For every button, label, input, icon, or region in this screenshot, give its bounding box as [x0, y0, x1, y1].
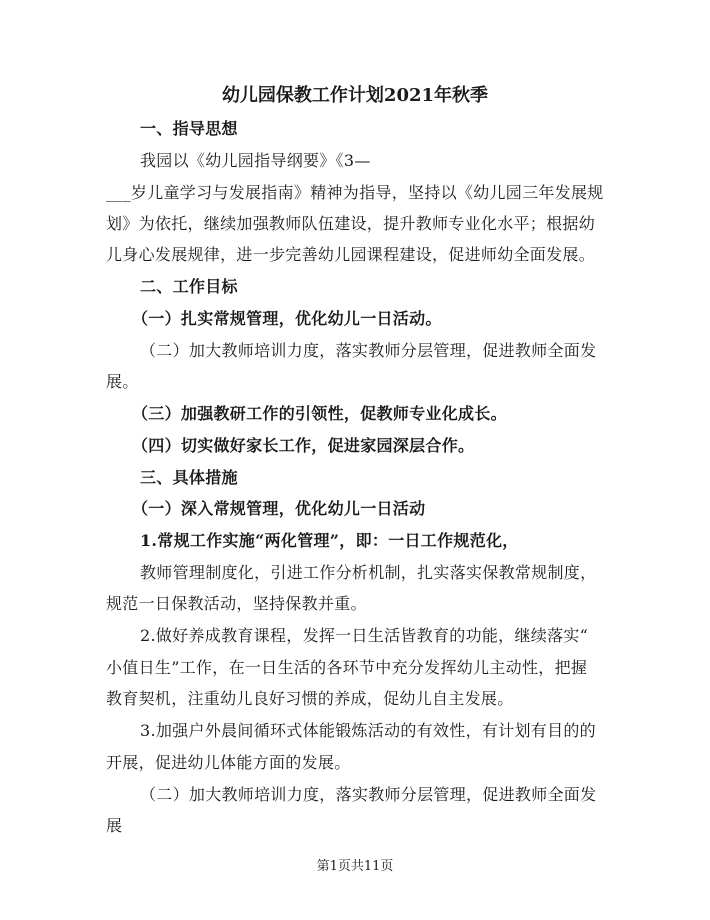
subsection-heading: （二）加大教师培训力度，落实教师分层管理，促进教师全面发: [140, 785, 597, 804]
page-number: 第1页共11页: [316, 859, 394, 874]
paragraph-line: ___岁儿童学习与发展指南》精神为指导，坚持以《幼儿园三年发展规: [106, 183, 604, 202]
paragraph-line: 展: [106, 816, 123, 835]
paragraph-line: 教育契机，注重幼儿良好习惯的养成，促幼儿自主发展。: [106, 689, 514, 708]
paragraph-line: 我园以《幼儿园指导纲要》《3—: [140, 151, 371, 170]
measure-item: 3.加强户外晨间循环式体能锻炼活动的有效性，有计划有目的的: [140, 721, 596, 740]
paragraph-line: 开展，促进幼儿体能方面的发展。: [106, 753, 351, 772]
measure-item: 1.常规工作实施“两化管理”，即：一日工作规范化，: [140, 531, 519, 550]
goal-item: （四）切实做好家长工作，促进家园深层合作。: [132, 436, 475, 455]
subsection-heading: （一）深入常规管理，优化幼儿一日活动: [132, 499, 426, 518]
paragraph-line: 划》为依托，继续加强教师队伍建设，提升教师专业化水平；根据幼: [106, 214, 596, 233]
paragraph-line: 儿身心发展规律，进一步完善幼儿园课程建设，促进师幼全面发展。: [106, 245, 596, 264]
paragraph-line: 教师管理制度化，引进工作分析机制，扎实落实保教常规制度，: [140, 563, 597, 582]
section-heading-measures: 三、具体措施: [140, 468, 238, 487]
page-title: 幼儿园保教工作计划2021年秋季: [221, 85, 489, 106]
measure-item: 2.做好养成教育课程，发挥一日生活皆教育的功能，继续落实“: [140, 626, 589, 645]
paragraph-line: 小值日生”工作，在一日生活的各环节中充分发挥幼儿主动性，把握: [106, 658, 588, 677]
goal-item: （三）加强教研工作的引领性，促教师专业化成长。: [132, 404, 507, 423]
goal-item: （二）加大教师培训力度，落实教师分层管理，促进教师全面发: [140, 341, 597, 360]
paragraph-line: 展。: [106, 372, 139, 391]
section-heading-guiding-thought: 一、指导思想: [140, 119, 238, 138]
paragraph-line: 规范一日保教活动，坚持保教并重。: [106, 594, 367, 613]
section-heading-work-goals: 二、工作目标: [140, 277, 238, 296]
goal-item: （一）扎实常规管理，优化幼儿一日活动。: [132, 309, 442, 328]
